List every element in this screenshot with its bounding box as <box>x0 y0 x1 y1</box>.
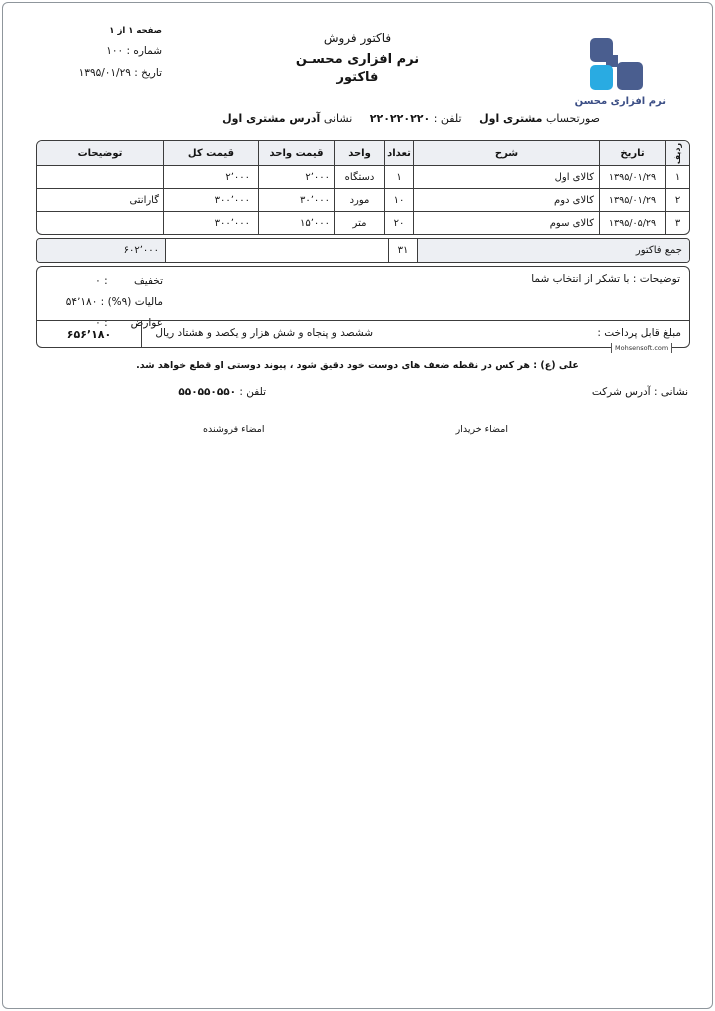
cell-description: کالای سوم <box>413 212 599 234</box>
cell-row-number: ۳ <box>665 212 689 234</box>
header-notes: توضیحات <box>77 147 123 159</box>
watermark: Mohsensoft.com <box>611 343 672 353</box>
cell-total-price: ۳۰۰٬۰۰۰ <box>163 189 258 211</box>
payable-row <box>37 320 689 352</box>
cell-date: ۱۳۹۵/۰۱/۲۹ <box>599 166 665 188</box>
header-unit: واحد <box>334 141 384 165</box>
logo-caption: نرم افزاری محسن <box>574 96 666 107</box>
logo-square-light <box>590 65 613 90</box>
cell-total-price: ۲٬۰۰۰ <box>163 166 258 188</box>
cell-quantity: ۲۰ <box>384 212 413 234</box>
totals-box <box>36 266 690 352</box>
duty-line: عوارض : ۰ <box>45 313 163 334</box>
cell-unit-price: ۱۵٬۰۰۰ <box>258 212 334 234</box>
table-row <box>37 188 689 211</box>
sum-label: جمع فاکتور <box>417 239 689 262</box>
cell-quantity: ۱۰ <box>384 189 413 211</box>
footer-quote: علی (ع) : هر کس در نقطه ضعف های دوست خود دقیق شود ، پیوند دوستی او قطع خواهد شد. <box>136 360 579 371</box>
sum-empty-cell <box>165 239 388 262</box>
customer-phone-label: تلفن : <box>433 112 462 125</box>
duty-label: عوارض <box>130 317 163 329</box>
cell-notes: گارانتی <box>129 194 159 206</box>
page-indicator: صفحه ۱ از ۱ <box>109 26 162 36</box>
header-description: شرح <box>413 141 599 165</box>
company-address-line <box>592 386 688 398</box>
invoice-date-value: ۱۳۹۵/۰۱/۲۹ <box>78 67 131 79</box>
bill-to-label: صورتحساب <box>545 112 600 125</box>
cell-notes <box>37 212 163 234</box>
customer-line <box>222 112 600 125</box>
cell-unit: مورد <box>334 189 384 211</box>
document-type: فاکتور فروش <box>323 31 392 45</box>
cell-notes <box>37 166 163 188</box>
buyer-signature-label: امضاء خریدار <box>455 424 508 435</box>
sum-total-amount: ۶۰۲٬۰۰۰ <box>37 239 165 262</box>
cell-row-number: ۱ <box>665 166 689 188</box>
table-header-row <box>37 141 689 165</box>
discount-value: ۰ <box>95 275 101 287</box>
cell-date: ۱۳۹۵/۰۵/۲۹ <box>599 212 665 234</box>
duty-value: ۰ <box>95 317 101 329</box>
cell-unit-price: ۲٬۰۰۰ <box>258 166 334 188</box>
notes-label: توضیحات : <box>632 273 680 285</box>
invoice-notes-line <box>531 273 680 285</box>
header-total-price: قیمت کل <box>163 141 258 165</box>
table-row <box>37 211 689 234</box>
invoice-date-label: تاریخ : <box>134 67 162 79</box>
invoice-number-label: شماره : <box>126 45 162 57</box>
company-address-label: نشانی : <box>653 386 688 398</box>
cell-quantity: ۱ <box>384 166 413 188</box>
cell-description: کالای اول <box>413 166 599 188</box>
invoice-number-value: ۱۰۰ <box>106 45 124 57</box>
tax-value: ۵۴٬۱۸۰ <box>65 296 98 308</box>
customer-address-label: نشانی <box>323 112 353 125</box>
company-phone-label: تلفن : <box>239 386 266 398</box>
customer-name: مشتری اول <box>479 112 543 125</box>
cell-unit-price: ۳۰٬۰۰۰ <box>258 189 334 211</box>
company-name: نرم افزاری محسـن <box>295 52 420 67</box>
items-table <box>36 140 690 235</box>
logo-square-dark-top <box>590 38 613 62</box>
discount-label: تخفیف <box>133 275 163 287</box>
payable-label: مبلغ قابل پرداخت : <box>597 327 681 339</box>
cell-date: ۱۳۹۵/۰۱/۲۹ <box>599 189 665 211</box>
company-phone-line <box>150 386 266 398</box>
header-unit-price: قیمت واحد <box>258 141 334 165</box>
cell-unit: متر <box>334 212 384 234</box>
logo-square-dark-right <box>617 62 643 90</box>
table-row <box>37 165 689 188</box>
notes-text: با تشکر از انتخاب شما <box>531 273 630 285</box>
tax-line: مالیات (۹%) : ۵۴٬۱۸۰ <box>45 292 163 313</box>
seller-signature-label: امضاء فروشنده <box>203 424 265 435</box>
cell-total-price: ۳۰۰٬۰۰۰ <box>163 212 258 234</box>
cell-unit: دستگاه <box>334 166 384 188</box>
payable-amount-words: ششصد و پنجاه و شش هزار و یکصد و هشتاد ریال <box>155 327 373 339</box>
header-date: تاریخ <box>599 141 665 165</box>
payable-amount-value: ۶۵۶٬۱۸۰ <box>37 321 142 347</box>
sum-quantity: ۳۱ <box>388 239 417 262</box>
invoice-sum-row <box>36 238 690 263</box>
customer-phone-value: ۲۲۰۲۲۰۲۲۰ <box>369 112 431 125</box>
document-name: فاکتور <box>336 70 379 85</box>
company-phone-value: ۵۵۰۵۵۰۵۵۰ <box>178 386 237 398</box>
company-address-value: آدرس شرکت <box>591 386 651 398</box>
company-logo <box>574 36 666 110</box>
customer-address-value: آدرس مشتری اول <box>222 112 321 125</box>
header-row-number <box>665 141 689 165</box>
cell-description: کالای دوم <box>413 189 599 211</box>
cell-row-number: ۲ <box>665 189 689 211</box>
header-quantity: تعداد <box>384 141 413 165</box>
discount-line: تخفیف : ۰ <box>45 271 163 292</box>
header-row-number-label: ردیف <box>673 142 682 164</box>
tax-label: مالیات (۹%) <box>107 296 163 308</box>
